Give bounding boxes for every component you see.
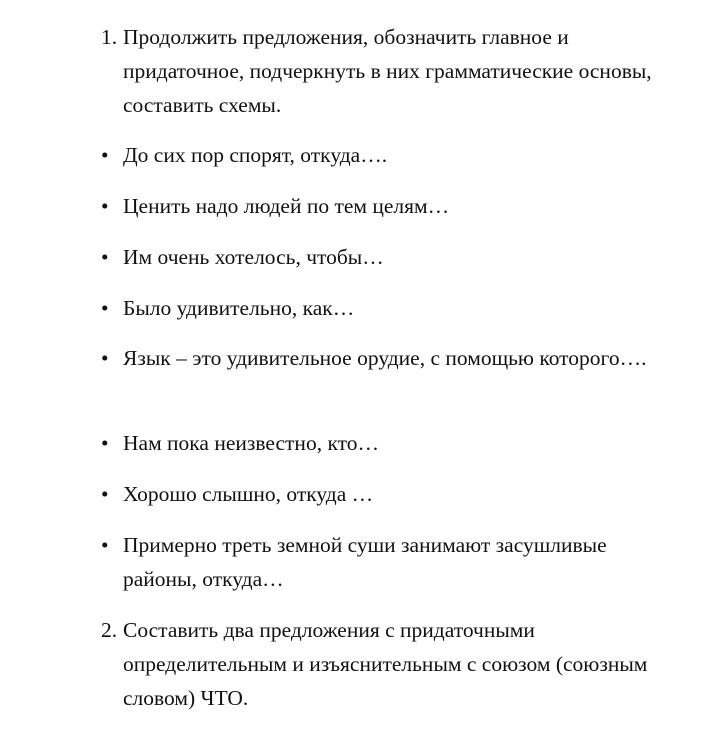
list-item [101,341,683,375]
task-2 [101,613,683,715]
list-item-text: Нам пока неизвестно, кто… [123,431,379,455]
task-1-text: Продолжить предложения, обозначить главное и придаточное, подчеркнуть в них грамматические основы, составить схемы. [123,25,652,117]
list-item-text: До сих пор спорят, откуда…. [123,143,388,167]
list-item [101,477,683,511]
task-1 [101,20,683,122]
list-item-text: Язык – это удивительное орудие, с помощью которого…. [123,346,647,370]
list-item [101,240,683,274]
list-item [101,189,683,223]
list-item-text: Хорошо слышно, откуда … [123,482,374,506]
bullet-icon: • [101,194,109,218]
task-2-number: 2. [101,618,118,642]
list-item-text: Им очень хотелось, чтобы… [123,245,384,269]
task-2-text: Составить два предложения с придаточными определительным и изъяснительным с союзом (союзным словом) ЧТО. [123,618,648,710]
bullet-icon: • [101,533,109,557]
bullet-icon: • [101,431,109,455]
list-item-text: Было удивительно, как… [123,296,355,320]
bullet-icon: • [101,143,109,167]
bullet-icon: • [101,482,109,506]
bullet-icon: • [101,346,109,370]
list-item-text: Ценить надо людей по тем целям… [123,194,450,218]
bullet-icon: • [101,296,109,320]
list-item [101,528,683,596]
list-item [101,426,683,460]
list-item [101,138,683,172]
list-item-text: Примерно треть земной суши занимают засушливые районы, откуда… [123,533,607,591]
bullet-icon: • [101,245,109,269]
task-1-number: 1. [101,25,118,49]
list-item [101,291,683,325]
